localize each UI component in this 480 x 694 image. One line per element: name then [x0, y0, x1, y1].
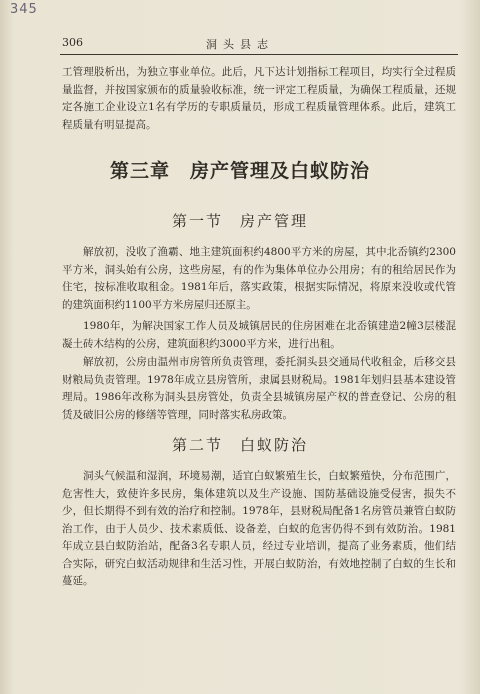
running-title: 洞头县志: [206, 38, 274, 51]
page-number: 306: [62, 36, 83, 49]
header-rule: [60, 54, 458, 55]
section-1-paragraph-2: 1980年，为解决国家工作人员及城镇居民的住房困难在北岙镇建造2幢3层楼混凝土砖木结构的公房，建筑面积约3000平方米，进行出租。: [62, 320, 456, 350]
handwritten-margin-note: 345: [10, 2, 38, 17]
section-1-title: 第一节 房产管理: [171, 212, 308, 230]
section-2-title: 第二节 白蚁防治: [171, 436, 308, 454]
chapter-title: 第三章 房产管理及白蚁防治: [109, 160, 370, 182]
section-1-paragraph-1: 解放初，没收了渔霸、地主建筑面积约4800平方米的房屋，其中北岙镇约2300平方米，洞头始有公房，这些房屋，有的作为集体单位办公用房；有的租给居民作为住宅，按标准收取租金。1981年后，落实政策，根据实际情况，将原来没收或代管的建筑面积约1100平方米房屋归还原主。: [62, 246, 456, 311]
section-1-paragraph-3: 解放初，公房由温州市房管所负责管理，委托洞头县交通局代收租金，后移交县财粮局负责管理。1978年成立县房管所，隶属县财税局。1981年划归县基本建设管理局。1986年改称为洞头县房管处，负责全县城镇房屋产权的普查登记、公房的租赁及破旧公房的修缮等管理，同时落实私房政策。: [62, 356, 456, 421]
section-2-paragraph-1: 洞头气候温和湿润，环境易潮，适宜白蚁繁殖生长，白蚁繁殖快，分布范围广，危害性大，致使许多民房，集体建筑以及生产设施、国防基础设施受侵害，损失不少，但长期得不到有效的治疗和控制。1978年，县财税局配备1名房管员兼管白蚁防治工作，由于人员少、技术素质低、设备差，白蚁的危害仍得不到有效防治。1981年成立县白蚁防治站，配备3名专职人员，经过专业培训，提高了业务素质，他们结合实际，研究白蚁活动规律和生活习性，开展白蚁防治，有效地控制了白蚁的生长和蔓延。: [62, 470, 456, 587]
continuation-paragraph: 工管理股析出，为独立事业单位。此后，凡下达计划指标工程项目，均实行全过程质量监督，并按国家颁布的质量验收标准，统一评定工程质量，为确保工程质量，还规定各施工企业设立1名有学历的专职质量员，形成工程质量管理体系。此后，建筑工程质量有明显提高。: [62, 66, 456, 131]
